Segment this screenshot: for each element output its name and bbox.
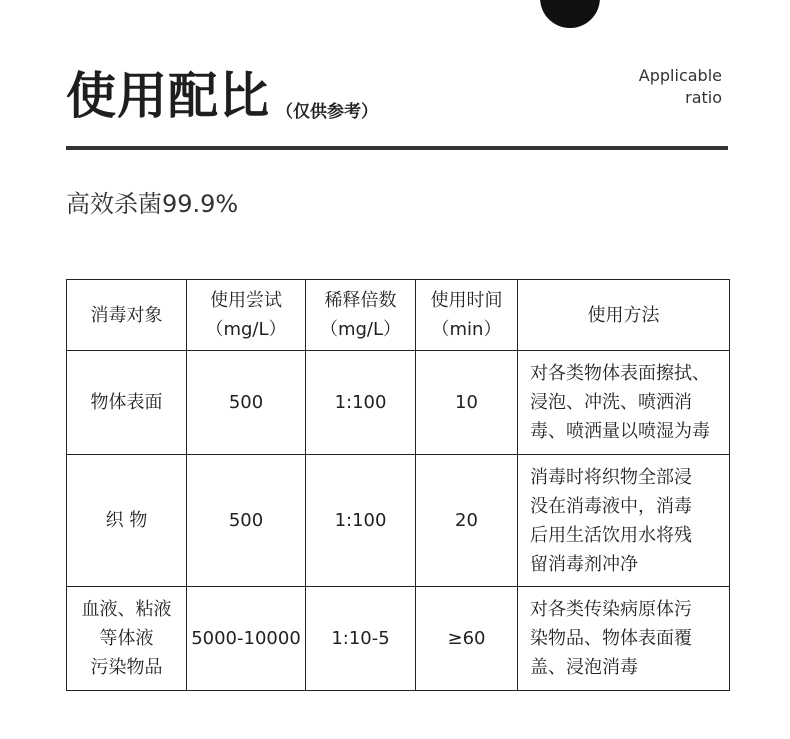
column-header-target: 消毒对象 [67,280,187,351]
column-header-method: 使用方法 [518,280,730,351]
column-header-dilution: 稀释倍数 （mg/L） [306,280,416,351]
cell-target: 织 物 [67,455,187,587]
page-title: 使用配比 [66,67,270,125]
subtitle: 高效杀菌99.9% [66,190,239,218]
cell-target: 血液、粘液 等体液 污染物品 [67,587,187,691]
table-row [67,587,730,691]
usage-ratio-table [66,279,730,691]
cell-target: 物体表面 [67,351,187,455]
table-header-row [67,280,730,351]
column-header-time: 使用时间 （min） [416,280,518,351]
cell-time: 10 [416,351,518,455]
cell-concentration: 5000-10000 [187,587,306,691]
cell-dilution: 1:100 [306,351,416,455]
cell-time: ≥60 [416,587,518,691]
cell-concentration: 500 [187,455,306,587]
divider [66,146,728,150]
cell-time: 20 [416,455,518,587]
cell-method: 消毒时将织物全部浸 没在消毒液中，消毒 后用生活饮用水将残 留消毒剂冲净 [518,455,730,587]
table-row [67,351,730,455]
title-english-line-2: ratio [685,88,722,107]
title-english [639,65,722,109]
title-english-line-1: Applicable [638,66,722,85]
cell-method: 对各类物体表面擦拭、 浸泡、冲洗、喷洒消 毒、喷洒量以喷湿为毒 [518,351,730,455]
title-block [66,56,378,128]
cell-concentration: 500 [187,351,306,455]
cell-method: 对各类传染病原体污 染物品、物体表面覆 盖、浸泡消毒 [518,587,730,691]
cell-dilution: 1:10-5 [306,587,416,691]
title-note: （仅供参考） [276,102,378,122]
column-header-concentration: 使用尝试 （mg/L） [187,280,306,351]
top-decoration [540,0,600,28]
cell-dilution: 1:100 [306,455,416,587]
table-row [67,455,730,587]
